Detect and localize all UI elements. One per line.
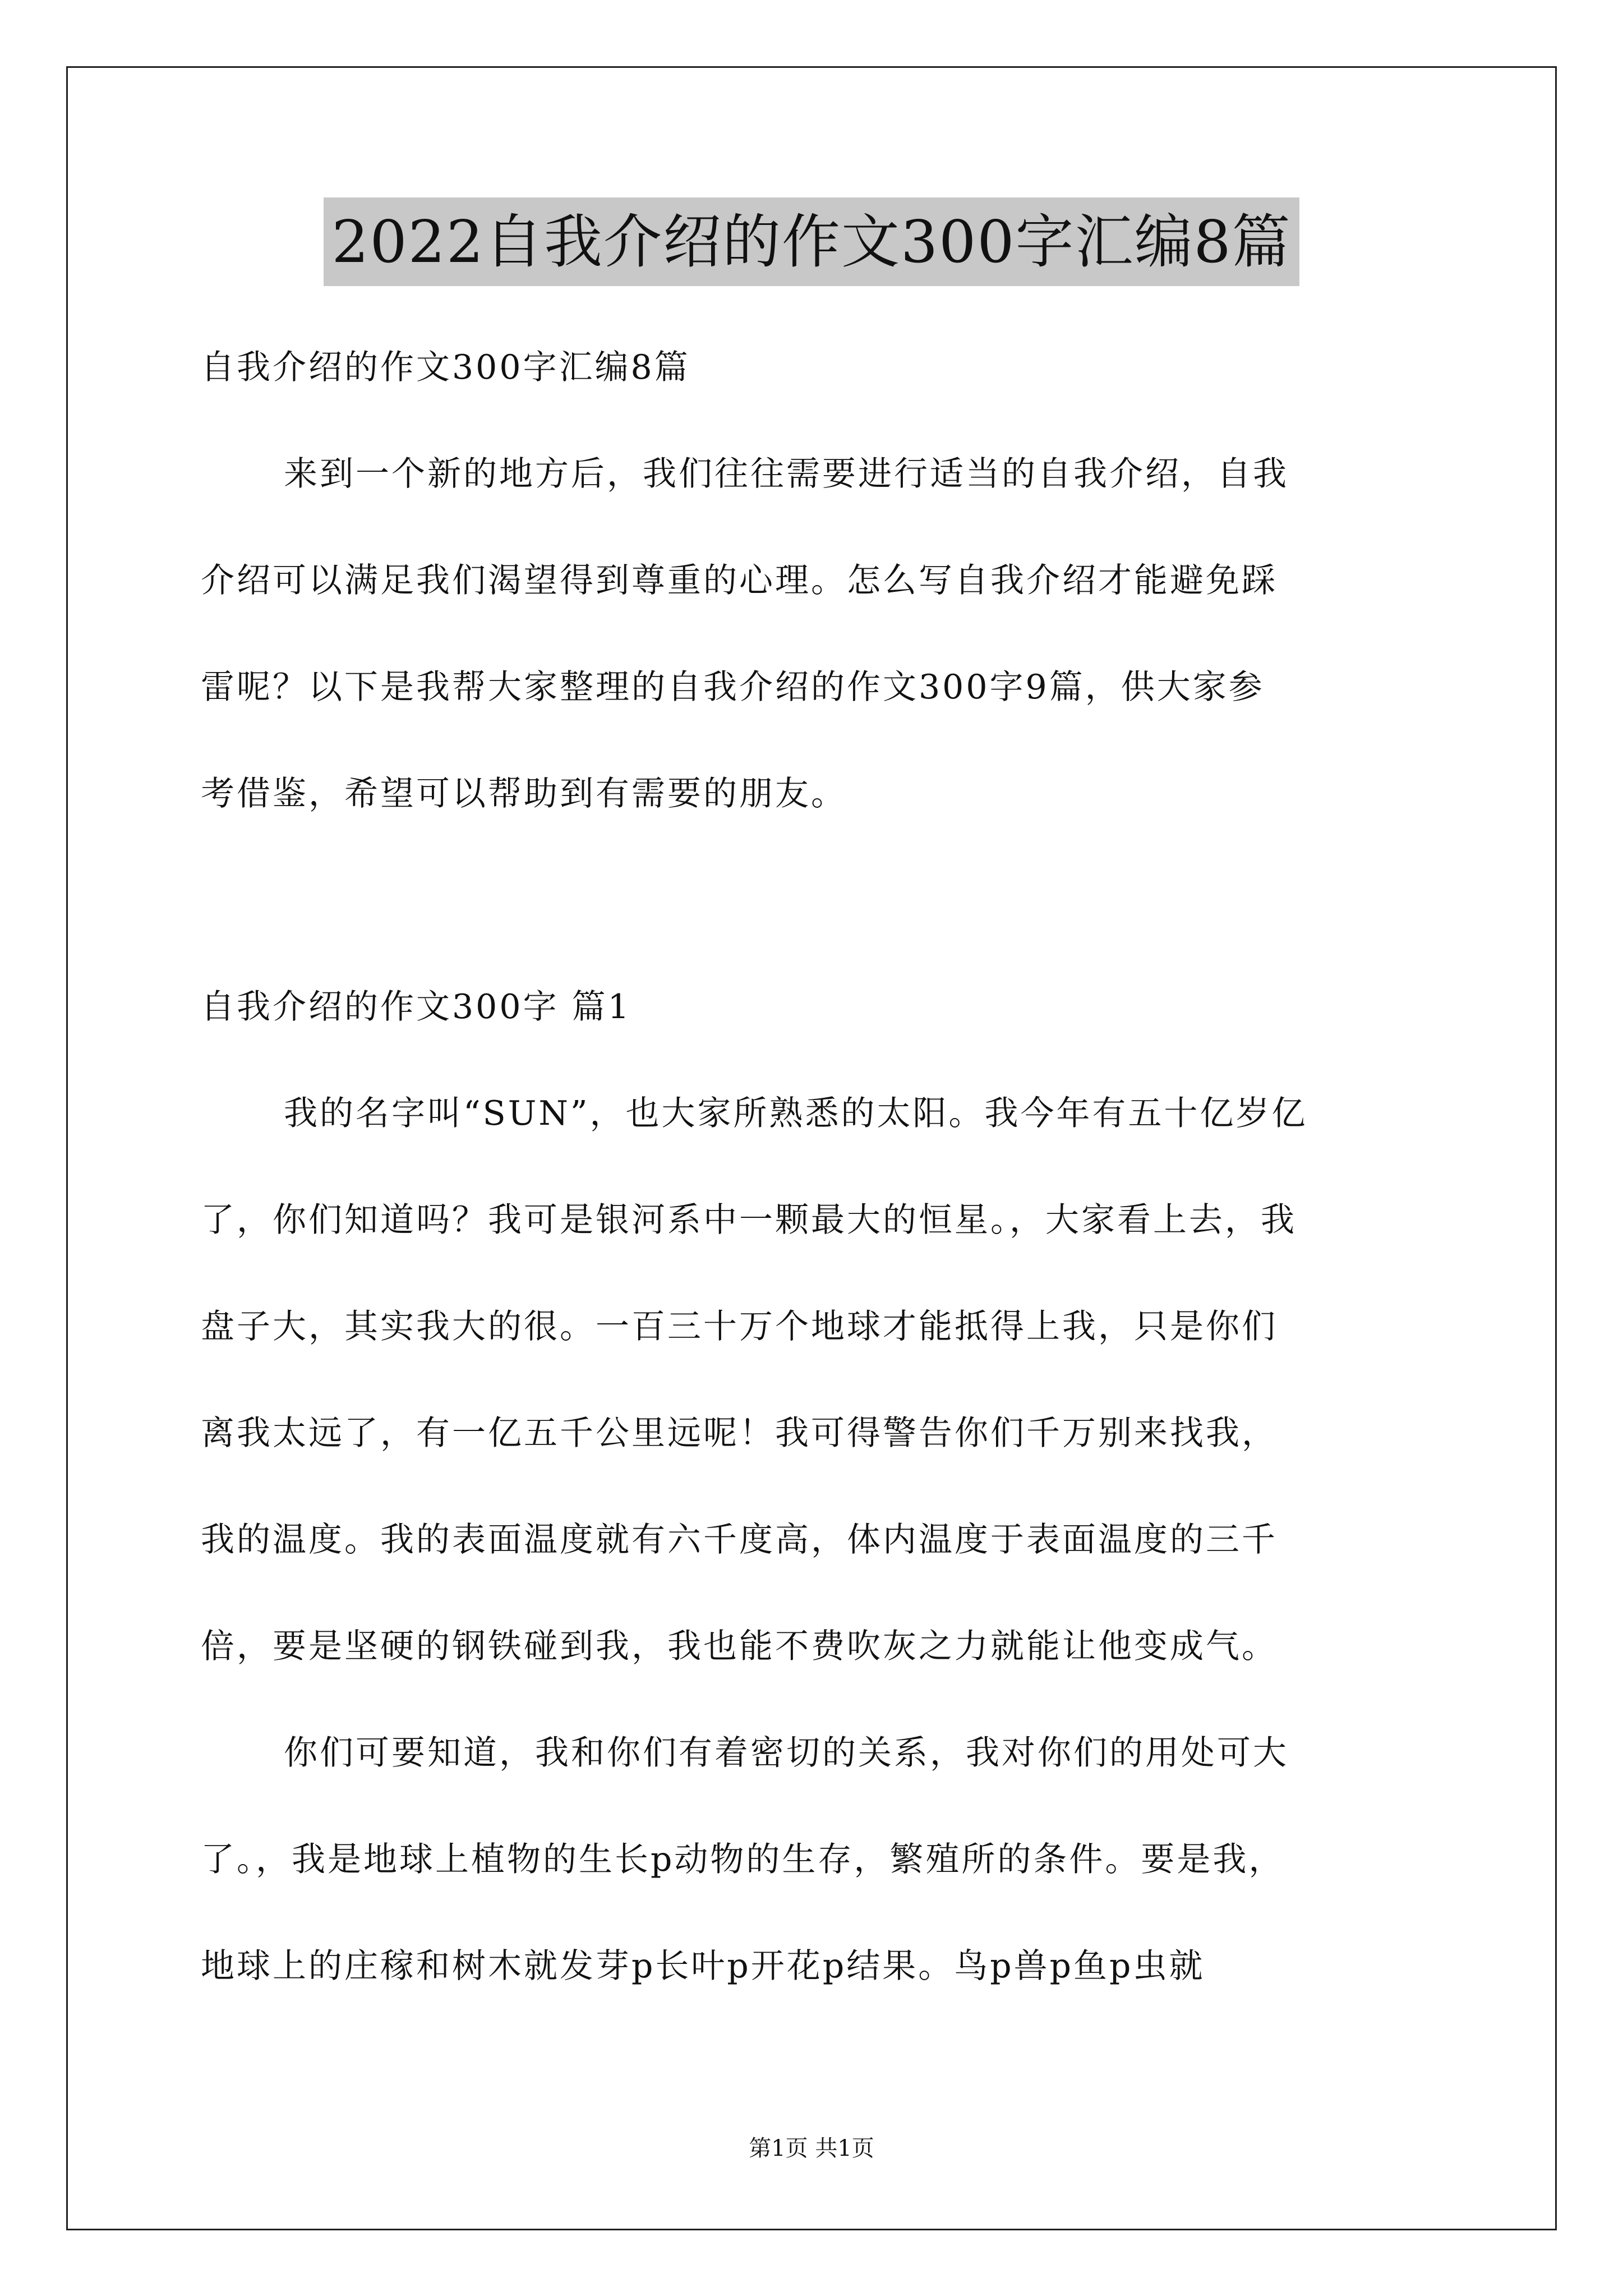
- paragraph-line: 离我太远了，有一亿五千公里远呢！我可得警告你们千万别来找我，: [201, 1414, 1278, 1453]
- paragraph-line: 你们可要知道，我和你们有着密切的关系，我对你们的用处可大: [284, 1733, 1289, 1773]
- intro-line: 考借鉴，希望可以帮助到有需要的朋友。: [201, 774, 847, 813]
- document-body: [201, 314, 1435, 2019]
- paragraph-line: 我的温度。我的表面温度就有六千度高，体内温度于表面温度的三千: [201, 1520, 1278, 1559]
- document-subtitle: 自我介绍的作文300字汇编8篇: [201, 348, 690, 387]
- title-container: [0, 197, 1623, 286]
- spacer: [201, 847, 1435, 954]
- paragraph-line: 我的名字叫“SUN”，也大家所熟悉的太阳。我今年有五十亿岁亿: [284, 1094, 1308, 1133]
- document-title: 2022自我介绍的作文300字汇编8篇: [324, 197, 1299, 286]
- section-heading: 自我介绍的作文300字 篇1: [201, 987, 631, 1027]
- paragraph-line: 了，你们知道吗？我可是银河系中一颗最大的恒星。，大家看上去，我: [201, 1200, 1297, 1240]
- paragraph-line: 盘子大，其实我大的很。一百三十万个地球才能抵得上我，只是你们: [201, 1307, 1278, 1346]
- page-footer: 第1页 共1页: [749, 2136, 874, 2161]
- intro-line: 来到一个新的地方后，我们往往需要进行适当的自我介绍，自我: [284, 454, 1289, 494]
- paragraph-line: 了。，我是地球上植物的生长p动物的生存，繁殖所的条件。要是我，: [201, 1840, 1285, 1879]
- paragraph-line: 地球上的庄稼和树木就发芽p长叶p开花p结果。鸟p兽p鱼p虫就: [201, 1947, 1205, 1986]
- paragraph-line: 倍，要是坚硬的钢铁碰到我，我也能不费吹灰之力就能让他变成气。: [201, 1627, 1278, 1666]
- intro-line: 雷呢？以下是我帮大家整理的自我介绍的作文300字9篇，供大家参: [201, 668, 1265, 707]
- intro-line: 介绍可以满足我们渴望得到尊重的心理。怎么写自我介绍才能避免踩: [201, 561, 1278, 600]
